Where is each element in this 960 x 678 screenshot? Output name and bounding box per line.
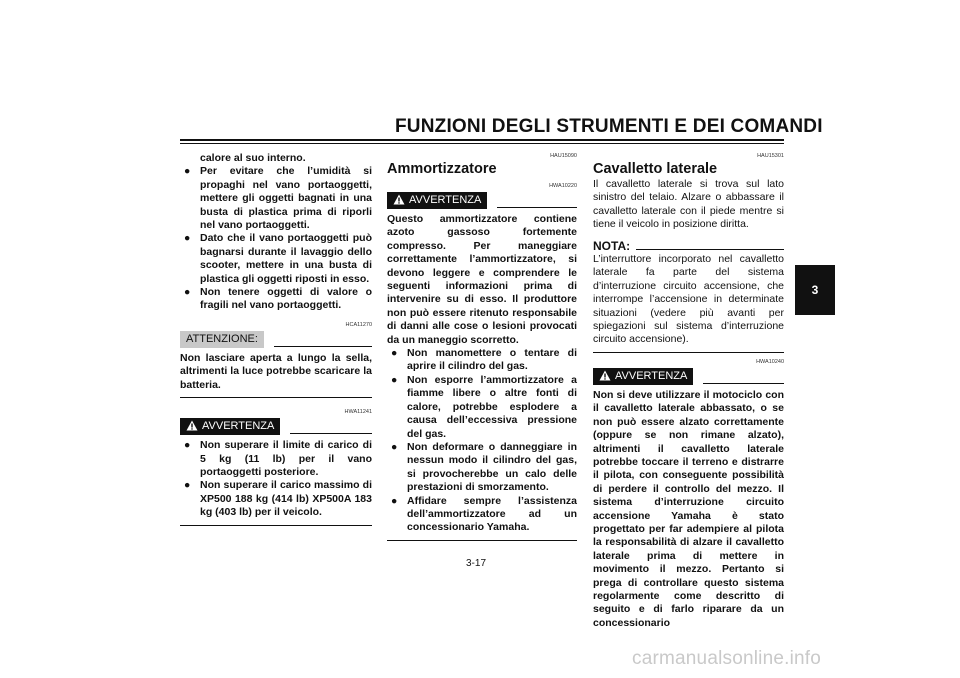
list-item: ● Non superare il carico massimo di XP500 188 kg (414 lb) XP500A 183 kg (403 lb) per il veicolo. <box>184 479 372 519</box>
divider <box>387 540 577 541</box>
reference-code: HAU15090 <box>550 153 577 159</box>
warning-badge: AVVERTENZA <box>387 192 487 209</box>
section-heading: Cavalletto laterale <box>593 161 718 177</box>
warning-text: Questo ammortizzatore contiene azoto gassoso fortemente compresso. Per maneggiare correttamente l’ammortizzatore, si devono leggere e comprendere le seguenti informazioni prima di intervenire su di esso. Il produttore non può essere ritenuto responsabile di danni alle cose o lesioni provocati da un maneggio scorretto. <box>387 213 577 346</box>
warning-text: Non si deve utilizzare il motociclo con il cavalletto laterale abbassato, o se non può essere alzato correttamente (oppure se non rimane alzato), altrimenti il cavalletto laterale potrebbe toccare il terreno e distrarre il pilota, con conseguente possibilità di perdere il controllo del mezzo. Il sistema d’interruzione circuito accensione Yamaha è stato progettato per far adempiere al pilota la responsabilità di alzare il cavalletto laterale prima di mettere in movimento il mezzo. Pertanto si prega di controllare questo sistema regolarmente come descritto di seguito e di farlo riparare da un concessionario <box>593 388 784 629</box>
list-item: ● Non esporre l’ammortizzatore a fiamme libere o altre fonti di calore, potrebbe esplodere a causa dell’eccessiva pressione del gas. <box>391 373 577 440</box>
divider <box>703 383 784 384</box>
divider <box>636 249 784 250</box>
warning-triangle-icon <box>599 370 611 381</box>
watermark: carmanualsonline.info <box>632 648 822 669</box>
note-header <box>593 240 784 253</box>
divider <box>274 346 372 347</box>
warning-header <box>180 418 372 435</box>
note-label: NOTA: <box>593 238 631 253</box>
header-rule-thin <box>180 143 784 144</box>
column-left <box>180 152 372 526</box>
reference-code: HCA11270 <box>345 321 372 328</box>
page-number: 3-17 <box>466 558 487 569</box>
chapter-tab: 3 <box>795 265 835 315</box>
warning-triangle-icon <box>393 194 405 205</box>
warning-badge: AVVERTENZA <box>593 368 693 385</box>
caution-text: Non lasciare aperta a lungo la sella, altrimenti la luce potrebbe scaricare la batteria. <box>180 351 372 391</box>
divider <box>180 525 372 526</box>
list-item: ● Affidare sempre l’assistenza dell’ammortizzatore ad un concessionario Yamaha. <box>391 494 577 534</box>
column-middle <box>387 152 577 541</box>
list-item: ● Non deformare o danneggiare in nessun modo il cilindro del gas, si provocherebbe un calo delle prestazioni di smorzamento. <box>391 440 577 494</box>
caution-header <box>180 331 372 348</box>
list-item: ● Dato che il vano portaoggetti può bagnarsi durante il lavaggio dello scooter, mettere in una busta di plastica gli oggetti riposti in esso. <box>184 232 372 285</box>
section-heading: Ammortizzatore <box>387 161 497 177</box>
reference-code: HWA11241 <box>344 409 372 416</box>
note-text: L’interruttore incorporato nel cavalletto laterale fa parte del sistema d’interruzione circuito accensione, che interrompe l’accensione in determinate situazioni (vedere più avanti per spiegazioni sul sistema d’interruzione circuito accensione). <box>593 253 784 346</box>
warning-triangle-icon <box>186 420 198 431</box>
divider <box>593 352 784 353</box>
divider <box>497 207 577 208</box>
reference-code: HAU15301 <box>757 153 784 159</box>
list-item: ● Per evitare che l’umidità si propaghi nel vano portaoggetti, mettere gli oggetti bagnati in una busta di plastica prima di riporli nel vano portaoggetti. <box>184 165 372 232</box>
body-text: Il cavalletto laterale si trova sul lato sinistro del telaio. Alzare o abbassare il cavalletto laterale con il piede mentre si tiene il veicolo in posizione diritta. <box>593 178 784 231</box>
warning-header <box>593 368 784 385</box>
caution-badge: ATTENZIONE: <box>180 331 264 348</box>
column-right <box>593 152 784 630</box>
warning-badge: AVVERTENZA <box>180 418 280 435</box>
continuation-text: calore al suo interno. <box>200 152 306 164</box>
header-rule <box>180 139 784 141</box>
list-item: ● Non superare il limite di carico di 5 kg (11 lb) per il vano portaoggetti posteriore. <box>184 439 372 478</box>
reference-code: HWA10220 <box>549 183 577 189</box>
reference-code: HWA10240 <box>756 358 784 365</box>
divider <box>290 433 372 434</box>
page-title: FUNZIONI DEGLI STRUMENTI E DEI COMANDI <box>395 116 823 137</box>
list-item: ● Non manomettere o tentare di aprire il cilindro del gas. <box>391 347 577 373</box>
list-item: ● Non tenere oggetti di valore o fragili nel vano portaoggetti. <box>184 286 372 312</box>
warning-header <box>387 192 577 209</box>
